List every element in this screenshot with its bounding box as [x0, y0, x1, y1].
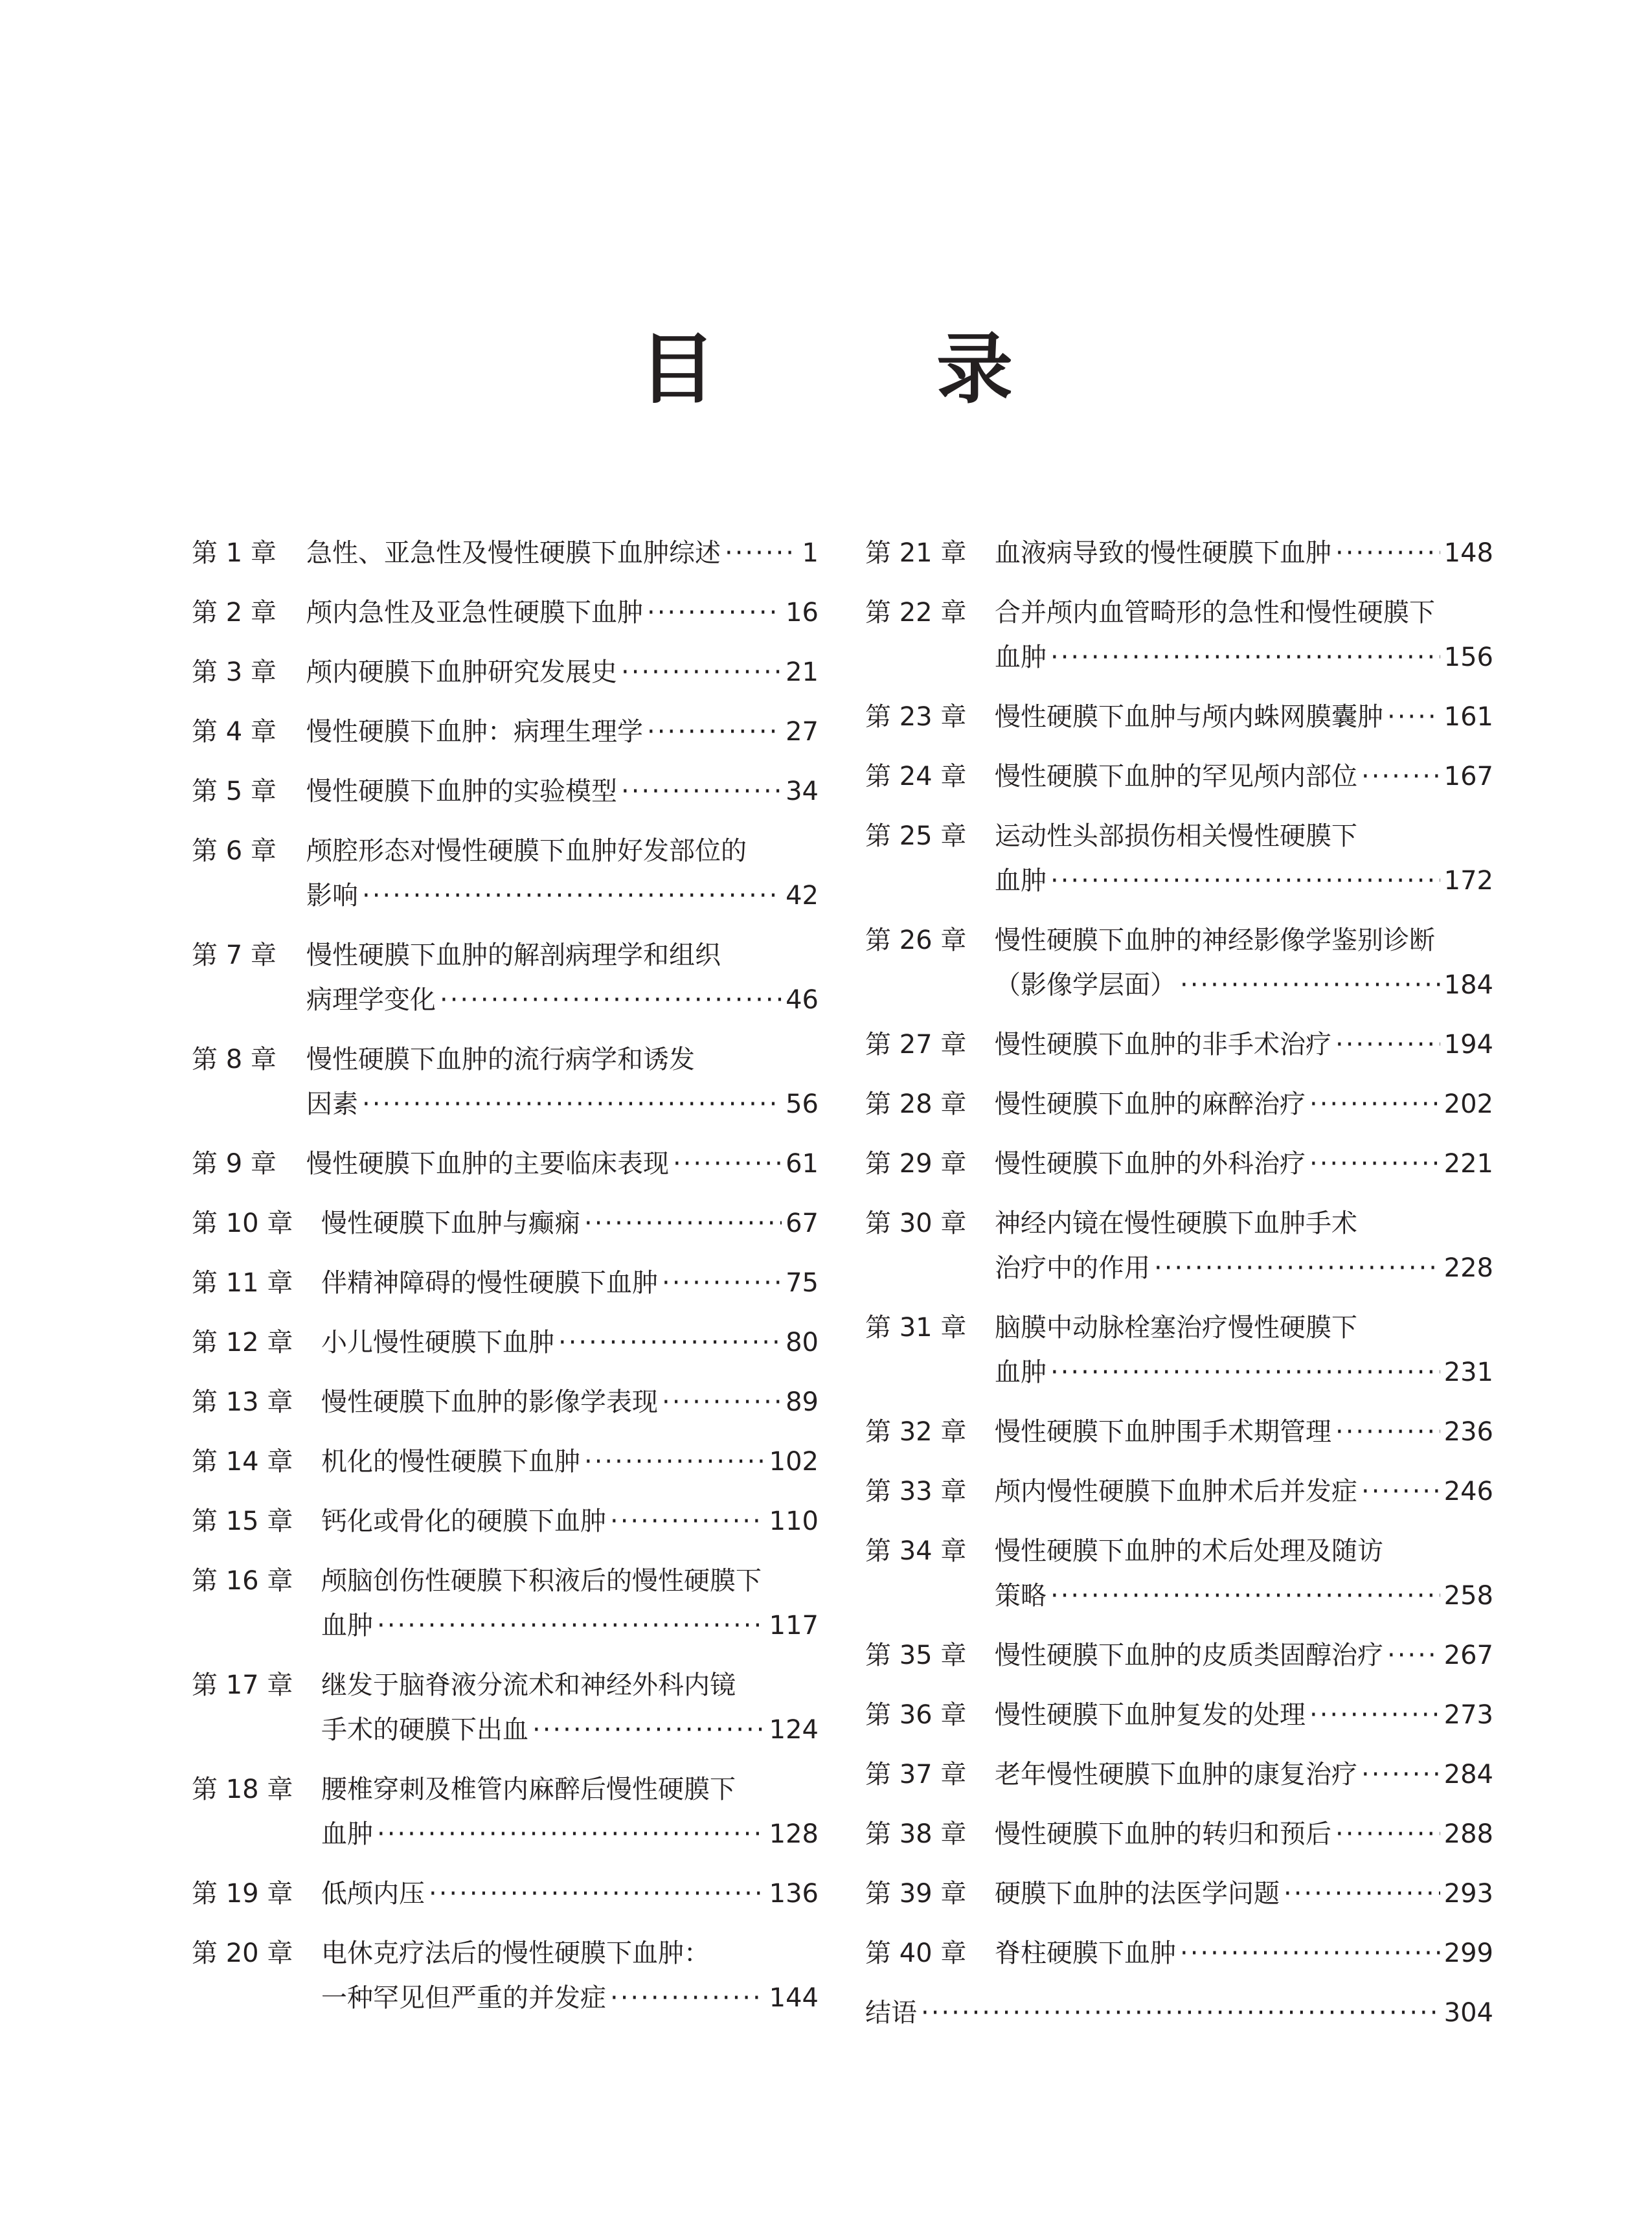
- dot-leader: [1387, 1633, 1440, 1678]
- chapter-title: 手术的硬膜下出血: [321, 1715, 528, 1745]
- toc-entry-line: [865, 814, 1493, 859]
- dot-leader: [584, 1201, 782, 1246]
- chapter-number: 第 2 章: [192, 598, 277, 628]
- toc-entry[interactable]: [192, 1380, 819, 1425]
- dot-leader: [621, 650, 782, 695]
- chapter-title: 脊柱硬膜下血肿: [995, 1938, 1176, 1968]
- dot-leader: [377, 1812, 765, 1857]
- toc-entry[interactable]: [865, 1470, 1493, 1514]
- page-number: 231: [1443, 1357, 1493, 1387]
- toc-entry-line: [192, 1708, 819, 1753]
- toc-entry-line: [865, 635, 1493, 680]
- chapter-title: 慢性硬膜下血肿与癫痫: [321, 1209, 580, 1238]
- page-number: 102: [769, 1447, 819, 1477]
- dot-leader: [1309, 1142, 1440, 1187]
- chapter-number: 第 23 章: [865, 702, 967, 732]
- toc-entry[interactable]: [192, 1499, 819, 1544]
- dot-leader: [440, 978, 782, 1023]
- chapter-number: 第 9 章: [192, 1149, 277, 1179]
- dot-leader: [377, 1604, 765, 1648]
- toc-entry-line: [865, 1633, 1493, 1678]
- dot-leader: [558, 1321, 782, 1365]
- toc-entry[interactable]: [192, 933, 819, 1023]
- page-number: 267: [1443, 1641, 1493, 1670]
- toc-entry-line: [865, 1872, 1493, 1916]
- chapter-title: 低颅内压: [321, 1879, 425, 1909]
- chapter-title: 慢性硬膜下血肿的转归和预后: [995, 1819, 1331, 1849]
- toc-entry[interactable]: [192, 1663, 819, 1753]
- toc-entry[interactable]: [192, 1931, 819, 2021]
- chapter-title: 颅内硬膜下血肿研究发展史: [306, 657, 617, 687]
- chapter-number: 第 24 章: [865, 762, 967, 791]
- chapter-number: 第 5 章: [192, 777, 277, 806]
- page-number: 293: [1443, 1879, 1493, 1909]
- chapter-title: 伴精神障碍的慢性硬膜下血肿: [321, 1268, 658, 1298]
- chapter-title: 慢性硬膜下血肿的罕见颅内部位: [995, 762, 1357, 791]
- page-number: 75: [786, 1268, 819, 1298]
- toc-entry-line: [865, 695, 1493, 740]
- page-number: 56: [786, 1089, 819, 1119]
- toc-entry-line: [865, 918, 1493, 963]
- page-number: 67: [786, 1209, 819, 1238]
- chapter-number: 第 18 章: [192, 1775, 293, 1804]
- dot-leader: [621, 769, 782, 814]
- toc-entry-line: [192, 1261, 819, 1306]
- toc-entry[interactable]: [865, 695, 1493, 740]
- toc-entry-line: [192, 1559, 819, 1604]
- chapter-title: 机化的慢性硬膜下血肿: [321, 1447, 580, 1477]
- toc-entry-line: [192, 1767, 819, 1812]
- page-number: 148: [1443, 538, 1493, 568]
- toc-entry-line: [865, 1812, 1493, 1857]
- toc-entry-line: [865, 531, 1493, 576]
- dot-leader: [1335, 531, 1440, 576]
- toc-entry-line: [865, 1142, 1493, 1187]
- chapter-number: 第 22 章: [865, 598, 967, 628]
- chapter-title: 颅内慢性硬膜下血肿术后并发症: [995, 1477, 1357, 1506]
- chapter-title: 血肿: [321, 1819, 373, 1849]
- toc-right-column: [865, 531, 1493, 2050]
- chapter-number: 第 21 章: [865, 538, 967, 568]
- chapter-number: 第 27 章: [865, 1030, 967, 1060]
- page-number: 184: [1443, 970, 1493, 1000]
- chapter-title: 慢性硬膜下血肿的术后处理及随访: [995, 1536, 1383, 1566]
- toc-entry[interactable]: [192, 1261, 819, 1306]
- chapter-title: 脑膜中动脉栓塞治疗慢性硬膜下: [995, 1313, 1357, 1343]
- toc-entry-line: [192, 1872, 819, 1916]
- toc-entry-line: [192, 1038, 819, 1082]
- toc-entry[interactable]: [192, 1321, 819, 1365]
- page-number: 46: [786, 985, 819, 1015]
- toc-entry[interactable]: [192, 1767, 819, 1857]
- dot-leader: [1180, 963, 1440, 1008]
- chapter-title: 慢性硬膜下血肿围手术期管理: [995, 1417, 1331, 1447]
- chapter-number: 第 19 章: [192, 1879, 293, 1909]
- chapter-number: 第 39 章: [865, 1879, 967, 1909]
- chapter-title: 慢性硬膜下血肿的影像学表现: [321, 1387, 658, 1417]
- chapter-title: 一种罕见但严重的并发症: [321, 1983, 606, 2013]
- page-number: 21: [786, 657, 819, 687]
- chapter-number: 第 29 章: [865, 1149, 967, 1179]
- chapter-title: 老年慢性硬膜下血肿的康复治疗: [995, 1760, 1357, 1789]
- dot-leader: [1284, 1872, 1440, 1916]
- chapter-title: 慢性硬膜下血肿复发的处理: [995, 1700, 1306, 1730]
- toc-entry[interactable]: [865, 918, 1493, 1008]
- chapter-number: 第 25 章: [865, 821, 967, 851]
- page-number: 16: [786, 598, 819, 628]
- chapter-title: 慢性硬膜下血肿的皮质类固醇治疗: [995, 1641, 1383, 1670]
- toc-entry[interactable]: [865, 1023, 1493, 1067]
- toc-entry-line: [192, 769, 819, 814]
- page-number: 258: [1443, 1581, 1493, 1611]
- dot-leader: [1309, 1082, 1440, 1127]
- toc-entry[interactable]: [192, 829, 819, 918]
- chapter-title: 电休克疗法后的慢性硬膜下血肿：: [321, 1938, 710, 1968]
- dot-leader: [610, 1499, 765, 1544]
- toc-entry[interactable]: [192, 1142, 819, 1187]
- dot-leader: [610, 1976, 765, 2021]
- toc-entry[interactable]: [865, 1529, 1493, 1618]
- chapter-number: 第 31 章: [865, 1313, 967, 1343]
- chapter-title: 硬膜下血肿的法医学问题: [995, 1879, 1280, 1909]
- chapter-number: 第 15 章: [192, 1506, 293, 1536]
- page-number: 161: [1443, 702, 1493, 732]
- dot-leader: [1361, 1753, 1440, 1797]
- toc-entry-epilogue[interactable]: [865, 1991, 1493, 2036]
- chapter-number: 第 26 章: [865, 926, 967, 955]
- chapter-number: 第 4 章: [192, 717, 277, 747]
- toc-entry[interactable]: [865, 1753, 1493, 1797]
- toc-entry[interactable]: [192, 1201, 819, 1246]
- page-number: 124: [769, 1715, 819, 1745]
- dot-leader: [584, 1440, 765, 1484]
- toc-entry[interactable]: [192, 1872, 819, 1916]
- toc-entry-line: [865, 1350, 1493, 1395]
- page-number: 246: [1443, 1477, 1493, 1506]
- chapter-title: 慢性硬膜下血肿的主要临床表现: [306, 1149, 669, 1179]
- chapter-number: 第 12 章: [192, 1328, 293, 1357]
- chapter-title: 慢性硬膜下血肿的神经影像学鉴别诊断: [995, 926, 1435, 955]
- chapter-number: 第 36 章: [865, 1700, 967, 1730]
- chapter-title: 慢性硬膜下血肿的实验模型: [306, 777, 617, 806]
- chapter-number: 第 3 章: [192, 657, 277, 687]
- page-number: 194: [1443, 1030, 1493, 1060]
- toc-entry[interactable]: [865, 1201, 1493, 1291]
- toc-entry-line: [192, 933, 819, 978]
- toc-entry-line: [192, 710, 819, 755]
- page-number: 34: [786, 777, 819, 806]
- page-number: 27: [786, 717, 819, 747]
- toc-entry-line: [192, 1321, 819, 1365]
- toc-entry-line: [192, 829, 819, 874]
- dot-leader: [1309, 1693, 1440, 1738]
- chapter-title: 病理学变化: [306, 985, 436, 1015]
- toc-entry-line: [865, 1410, 1493, 1455]
- page-number: 299: [1443, 1938, 1493, 1968]
- page-number: 288: [1443, 1819, 1493, 1849]
- toc-left-column: [192, 531, 819, 2036]
- chapter-title: 慢性硬膜下血肿的解剖病理学和组织: [306, 940, 721, 970]
- chapter-title: 颅腔形态对慢性硬膜下血肿好发部位的: [306, 836, 747, 866]
- chapter-title: 神经内镜在慢性硬膜下血肿手术: [995, 1209, 1357, 1238]
- dot-leader: [1050, 635, 1440, 680]
- dot-leader: [362, 1082, 782, 1127]
- toc-entry-line: [192, 874, 819, 918]
- chapter-title: 腰椎穿刺及椎管内麻醉后慢性硬膜下: [321, 1775, 736, 1804]
- chapter-number: 第 32 章: [865, 1417, 967, 1447]
- toc-entry-line: [192, 1499, 819, 1544]
- page-number: 89: [786, 1387, 819, 1417]
- dot-leader: [647, 710, 782, 755]
- chapter-number: 第 8 章: [192, 1045, 277, 1074]
- chapter-title: （影像学层面）: [995, 970, 1176, 1000]
- page-number: 172: [1443, 866, 1493, 896]
- toc-entry-line: [192, 978, 819, 1023]
- epilogue-title: 结语: [865, 1998, 917, 2028]
- toc-entry[interactable]: [865, 1693, 1493, 1738]
- page-number: 273: [1443, 1700, 1493, 1730]
- page-number: 61: [786, 1149, 819, 1179]
- chapter-title: 继发于脑脊液分流术和神经外科内镜: [321, 1670, 736, 1700]
- toc-entry-line: [865, 859, 1493, 903]
- dot-leader: [1387, 695, 1440, 740]
- chapter-number: 第 11 章: [192, 1268, 293, 1298]
- chapter-number: 第 20 章: [192, 1938, 293, 1968]
- chapter-number: 第 35 章: [865, 1641, 967, 1670]
- chapter-number: 第 37 章: [865, 1760, 967, 1789]
- chapter-title: 血肿: [995, 642, 1047, 672]
- toc-entry[interactable]: [192, 710, 819, 755]
- dot-leader: [1335, 1812, 1440, 1857]
- toc-entry[interactable]: [865, 1931, 1493, 1976]
- dot-leader: [673, 1142, 782, 1187]
- chapter-title: 影响: [306, 881, 358, 911]
- chapter-title: 慢性硬膜下血肿的非手术治疗: [995, 1030, 1331, 1060]
- page-title: 目 录: [639, 324, 1111, 414]
- toc-entry-line: [865, 1931, 1493, 1976]
- dot-leader: [1180, 1931, 1440, 1976]
- toc-entry-line: [865, 1246, 1493, 1291]
- chapter-title: 策略: [995, 1581, 1047, 1611]
- toc-entry-line: [865, 1306, 1493, 1350]
- toc-entry-line: [192, 591, 819, 635]
- chapter-title: 慢性硬膜下血肿的麻醉治疗: [995, 1089, 1306, 1119]
- toc-entry[interactable]: [192, 1440, 819, 1484]
- dot-leader: [921, 1991, 1440, 2036]
- page-number: 144: [769, 1983, 819, 2013]
- toc-entry-line: [865, 1023, 1493, 1067]
- chapter-title: 颅脑创伤性硬膜下积液后的慢性硬膜下: [321, 1566, 762, 1596]
- toc-entry-line: [192, 1812, 819, 1857]
- chapter-number: 第 7 章: [192, 940, 277, 970]
- chapter-number: 第 1 章: [192, 538, 277, 568]
- page-number: 228: [1443, 1253, 1493, 1283]
- toc-entry[interactable]: [865, 755, 1493, 799]
- toc-entry[interactable]: [192, 769, 819, 814]
- dot-leader: [1154, 1246, 1440, 1291]
- toc-entry[interactable]: [192, 1038, 819, 1127]
- chapter-title: 血肿: [995, 866, 1047, 896]
- toc-entry[interactable]: [865, 1812, 1493, 1857]
- chapter-title: 急性、亚急性及慢性硬膜下血肿综述: [306, 538, 721, 568]
- page-number: 110: [769, 1506, 819, 1536]
- toc-entry-line: [192, 650, 819, 695]
- chapter-number: 第 10 章: [192, 1209, 293, 1238]
- dot-leader: [1050, 1350, 1440, 1395]
- toc-entry-line: [192, 1440, 819, 1484]
- chapter-title: 颅内急性及亚急性硬膜下血肿: [306, 598, 643, 628]
- chapter-number: 第 38 章: [865, 1819, 967, 1849]
- chapter-title: 血肿: [321, 1611, 373, 1641]
- page-number: 42: [786, 881, 819, 911]
- page-number: 304: [1443, 1998, 1493, 2028]
- chapter-title: 慢性硬膜下血肿：病理生理学: [306, 717, 643, 747]
- chapter-title: 血液病导致的慢性硬膜下血肿: [995, 538, 1331, 568]
- dot-leader: [662, 1261, 782, 1306]
- chapter-title: 运动性头部损伤相关慢性硬膜下: [995, 821, 1357, 851]
- dot-leader: [429, 1872, 765, 1916]
- toc-entry[interactable]: [865, 1633, 1493, 1678]
- toc-entry-line: [192, 1142, 819, 1187]
- chapter-title: 小儿慢性硬膜下血肿: [321, 1328, 554, 1357]
- chapter-title: 慢性硬膜下血肿与颅内蛛网膜囊肿: [995, 702, 1383, 732]
- toc-entry-line: [192, 531, 819, 576]
- page-number: 221: [1443, 1149, 1493, 1179]
- dot-leader: [1335, 1023, 1440, 1067]
- toc-entry-line: [192, 1380, 819, 1425]
- toc-entry-line: [192, 1931, 819, 1976]
- toc-entry-line: [865, 591, 1493, 635]
- toc-entry-line: [192, 1201, 819, 1246]
- chapter-title: 慢性硬膜下血肿的外科治疗: [995, 1149, 1306, 1179]
- page-number: 156: [1443, 642, 1493, 672]
- chapter-title: 慢性硬膜下血肿的流行病学和诱发: [306, 1045, 695, 1074]
- toc-entry[interactable]: [865, 1410, 1493, 1455]
- toc-entry[interactable]: [192, 650, 819, 695]
- chapter-number: 第 17 章: [192, 1670, 293, 1700]
- toc-entry[interactable]: [865, 531, 1493, 576]
- page-number: 202: [1443, 1089, 1493, 1119]
- chapter-number: 第 13 章: [192, 1387, 293, 1417]
- chapter-title: 合并颅内血管畸形的急性和慢性硬膜下: [995, 598, 1435, 628]
- toc-entry[interactable]: [865, 1142, 1493, 1187]
- page-number: 117: [769, 1611, 819, 1641]
- page-number: 284: [1443, 1760, 1493, 1789]
- toc-entry-line: [192, 1976, 819, 2021]
- chapter-number: 第 30 章: [865, 1209, 967, 1238]
- dot-leader: [362, 874, 782, 918]
- dot-leader: [1361, 1470, 1440, 1514]
- chapter-number: 第 40 章: [865, 1938, 967, 1968]
- chapter-title: 钙化或骨化的硬膜下血肿: [321, 1506, 606, 1536]
- toc-entry-line: [865, 1753, 1493, 1797]
- page-number: 128: [769, 1819, 819, 1849]
- toc-entry-line: [865, 1529, 1493, 1574]
- page-number: 80: [786, 1328, 819, 1357]
- dot-leader: [662, 1380, 782, 1425]
- toc-entry[interactable]: [865, 1872, 1493, 1916]
- toc-entry[interactable]: [192, 591, 819, 635]
- chapter-title: 治疗中的作用: [995, 1253, 1150, 1283]
- toc-entry-line: [192, 1663, 819, 1708]
- toc-entry[interactable]: [865, 1082, 1493, 1127]
- toc-entry[interactable]: [865, 591, 1493, 680]
- dot-leader: [1361, 755, 1440, 799]
- chapter-number: 第 6 章: [192, 836, 277, 866]
- toc-entry-line: [865, 1082, 1493, 1127]
- chapter-number: 第 34 章: [865, 1536, 967, 1566]
- dot-leader: [1050, 1574, 1440, 1618]
- toc-entry[interactable]: [192, 531, 819, 576]
- toc-entry-line: [192, 1604, 819, 1648]
- toc-entry-line: [865, 963, 1493, 1008]
- dot-leader: [1335, 1410, 1440, 1455]
- dot-leader: [1050, 859, 1440, 903]
- toc-entry-line: [865, 1470, 1493, 1514]
- toc-entry[interactable]: [865, 1306, 1493, 1395]
- toc-entry-line: [865, 1693, 1493, 1738]
- toc-entry-line: [865, 1991, 1493, 2036]
- chapter-number: 第 33 章: [865, 1477, 967, 1506]
- page-number: 136: [769, 1879, 819, 1909]
- chapter-title: 血肿: [995, 1357, 1047, 1387]
- dot-leader: [647, 591, 782, 635]
- chapter-title: 因素: [306, 1089, 358, 1119]
- toc-entry-line: [865, 1201, 1493, 1246]
- page-number: 236: [1443, 1417, 1493, 1447]
- toc-entry[interactable]: [865, 814, 1493, 903]
- dot-leader: [532, 1708, 765, 1753]
- chapter-number: 第 14 章: [192, 1447, 293, 1477]
- toc-entry-line: [865, 1574, 1493, 1618]
- toc-entry-line: [192, 1082, 819, 1127]
- chapter-number: 第 28 章: [865, 1089, 967, 1119]
- toc-entry[interactable]: [192, 1559, 819, 1648]
- toc-entry-line: [865, 755, 1493, 799]
- dot-leader: [725, 531, 798, 576]
- chapter-number: 第 16 章: [192, 1566, 293, 1596]
- page-number: 1: [802, 538, 819, 568]
- page-number: 167: [1443, 762, 1493, 791]
